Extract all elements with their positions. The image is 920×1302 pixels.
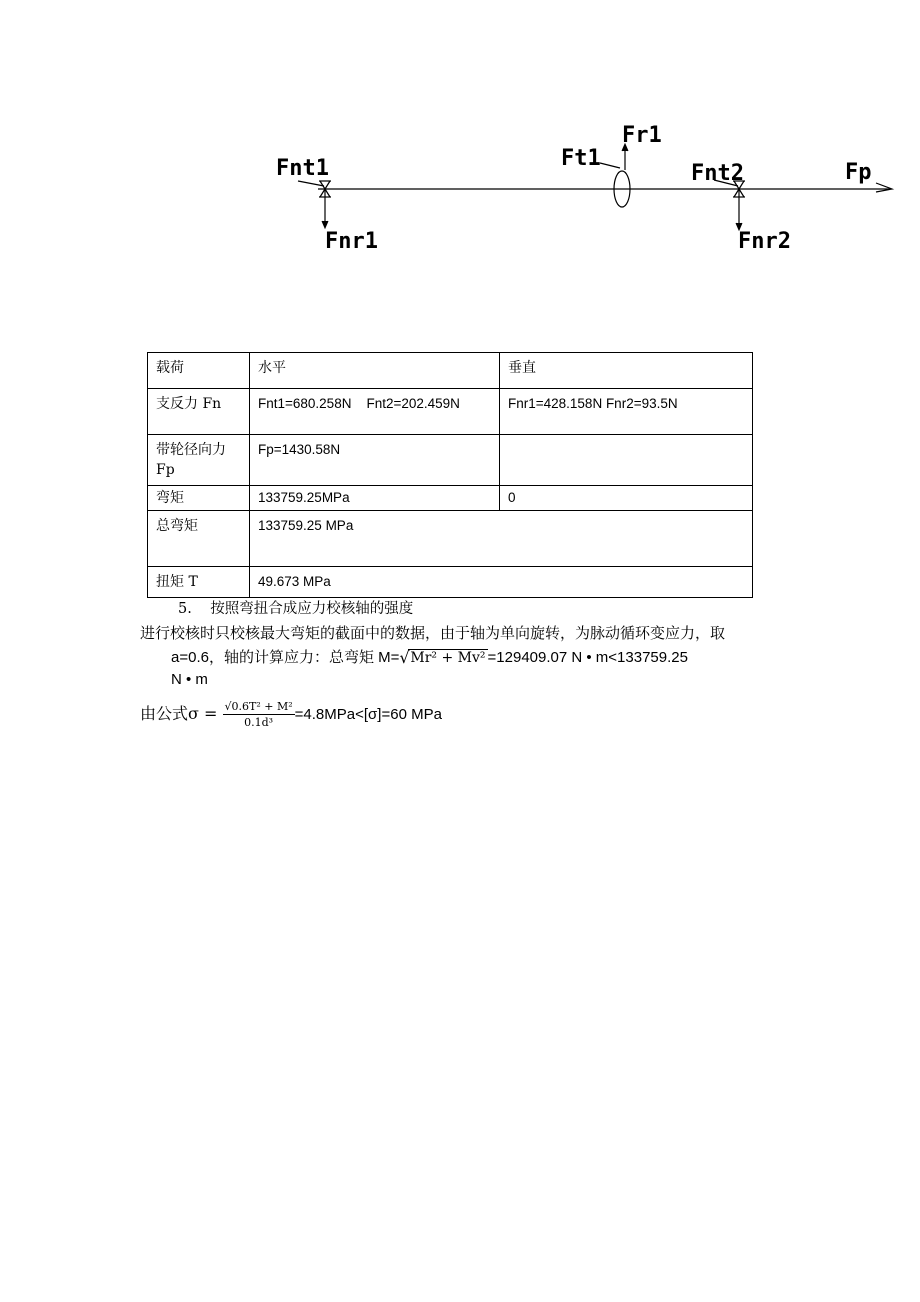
formula-numerator: √0.6T² + M² (224, 700, 293, 713)
paragraph-2-end: =129409.07 N • m<133759.25 (487, 649, 688, 666)
row-vertical: Fnr1=428.158N Fnr2=93.5N (500, 389, 753, 435)
row-value: 49.673 MPa (250, 567, 753, 598)
row-vertical: 0 (500, 486, 753, 511)
label-fr1: Fr1 (622, 123, 662, 148)
formula-line (140, 700, 442, 729)
formula-result: =4.8MPa<[σ]=60 MPa (294, 706, 442, 723)
paragraph-3: N • m (171, 671, 208, 688)
paragraph-2-start: a=0.6，轴的计算应力：总弯矩 M= (171, 649, 400, 666)
sqrt-content: Mr² + Mv² (410, 650, 486, 666)
table-header-row (148, 353, 753, 389)
header-load: 载荷 (148, 353, 250, 389)
row-horizontal: Fnt1=680.258N Fnt2=202.459N (250, 389, 500, 435)
fp-arrow-icon (876, 183, 892, 192)
formula-fraction (223, 700, 295, 729)
row-label: 支反力 Fn (148, 389, 250, 435)
row-horizontal: Fp=1430.58N (250, 435, 500, 486)
row-label: 总弯矩 (148, 511, 250, 567)
row-label: 带轮径向力 Fp (148, 435, 250, 486)
table-row (148, 389, 753, 435)
label-fnr2: Fnr2 (738, 229, 791, 254)
label-fnt1: Fnt1 (276, 156, 329, 181)
formula-denominator: 0.1d³ (244, 716, 274, 729)
row-label: 弯矩 (148, 486, 250, 511)
formula-prefix: 由公式σ = (140, 704, 218, 723)
paragraph-2 (171, 646, 688, 667)
table-row (148, 435, 753, 486)
row-horizontal: 133759.25MPa (250, 486, 500, 511)
label-ft1: Ft1 (561, 146, 601, 171)
label-fnt2: Fnt2 (691, 161, 744, 186)
table-row (148, 567, 753, 598)
label-fnr1: Fnr1 (325, 229, 378, 254)
label-fp: Fp (845, 160, 872, 185)
load-table (147, 352, 753, 598)
ft1-arrow (600, 163, 620, 168)
section-heading: 5. 按照弯扭合成应力校核轴的强度 (178, 601, 414, 617)
header-horizontal: 水平 (250, 353, 500, 389)
paragraph-1: 进行校核时只校核最大弯矩的截面中的数据，由于轴为单向旋转，为脉动循环变应力，取 (140, 624, 726, 642)
row-vertical (500, 435, 753, 486)
row-value: 133759.25 MPa (250, 511, 753, 567)
fnr1-arrow-head-icon (322, 221, 328, 228)
row-label: 扭矩 T (148, 567, 250, 598)
table-row (148, 511, 753, 567)
table-row (148, 486, 753, 511)
shaft-force-diagram (0, 0, 920, 300)
header-vertical: 垂直 (500, 353, 753, 389)
sqrt-expression: √ Mr² + Mv² (399, 648, 486, 667)
